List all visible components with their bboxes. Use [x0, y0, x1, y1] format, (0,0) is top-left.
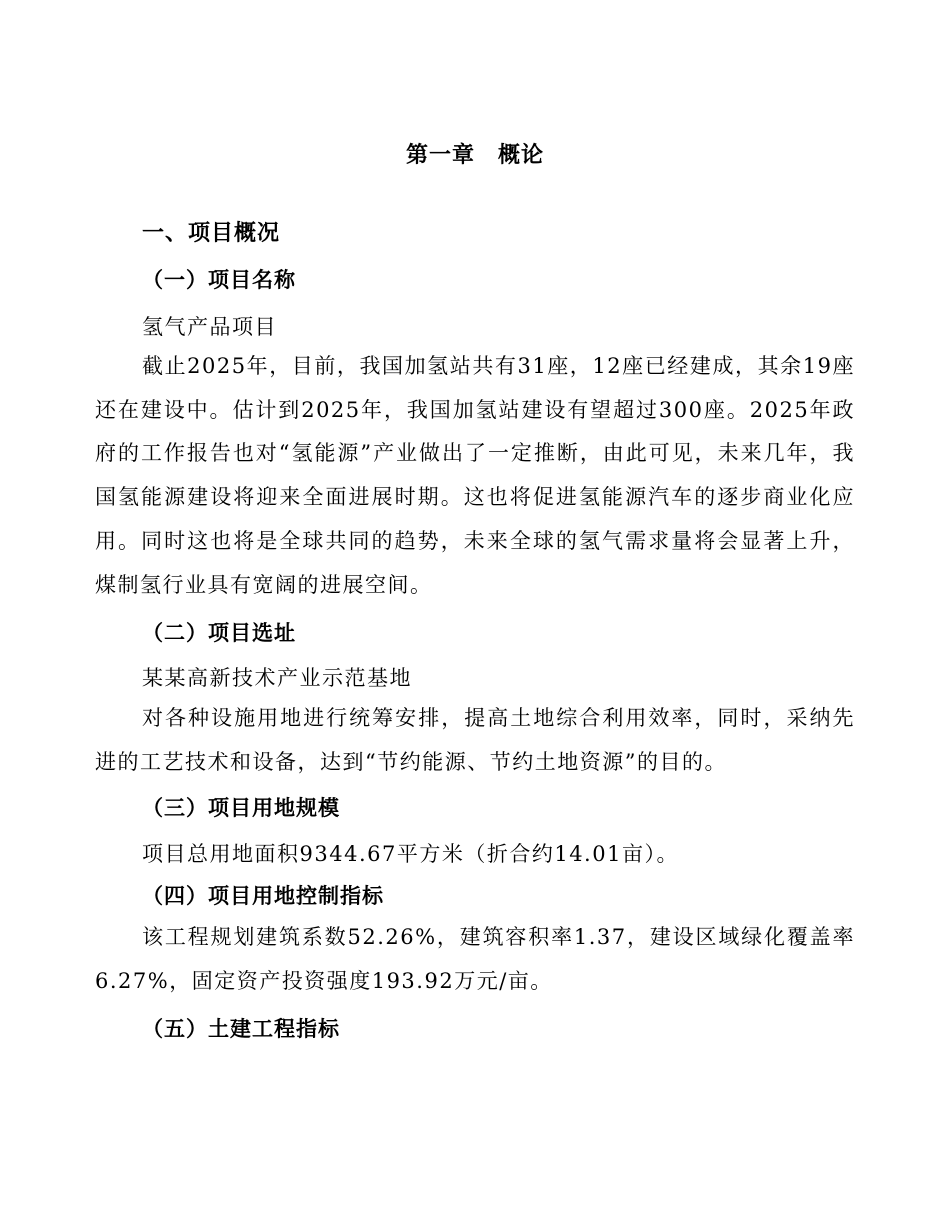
land-control-paragraph: 该工程规划建筑系数52.26%，建筑容积率1.37，建设区域绿化覆盖率6.27%，固定资产投资强度193.92万元/亩。 — [95, 925, 855, 993]
land-scale-text: 项目总用地面积9344.67平方米（折合约14.01亩）。 — [142, 842, 679, 866]
project-background-paragraph: 截止2025年，目前，我国加氢站共有31座，12座已经建成，其余19座还在建设中。估计到2025年，我国加氢站建设有望超过300座。2025年政府的工作报告也对“氢能源”产业做出了一定推断，由此可见，未来几年，我国氢能源建设将迎来全面进展时期。这也将促进氢能源汽车的逐步商业化应用。同时这也将是全球共同的趋势，未来全球的氢气需求量将会显著上升，煤制氢行业具有宽阔的进展空间。 — [95, 354, 855, 597]
subheading-land-scale: （三）项目用地规模 — [142, 795, 340, 820]
subheading-project-name: （一）项目名称 — [142, 267, 296, 292]
project-location-text: 某某高新技术产业示范基地 — [142, 666, 412, 690]
section-heading-project-overview: 一、项目概况 — [142, 220, 281, 246]
project-location-paragraph: 对各种设施用地进行统筹安排，提高土地综合利用效率，同时，采纳先进的工艺技术和设备，达到“节约能源、节约土地资源”的目的。 — [95, 706, 855, 774]
chapter-title: 第一章 概论 — [405, 142, 544, 168]
subheading-land-control-indicators: （四）项目用地控制指标 — [142, 883, 384, 908]
project-name-text: 氢气产品项目 — [142, 315, 277, 339]
subheading-project-location: （二）项目选址 — [142, 620, 296, 645]
subheading-civil-engineering-indicators: （五）土建工程指标 — [142, 1016, 340, 1041]
